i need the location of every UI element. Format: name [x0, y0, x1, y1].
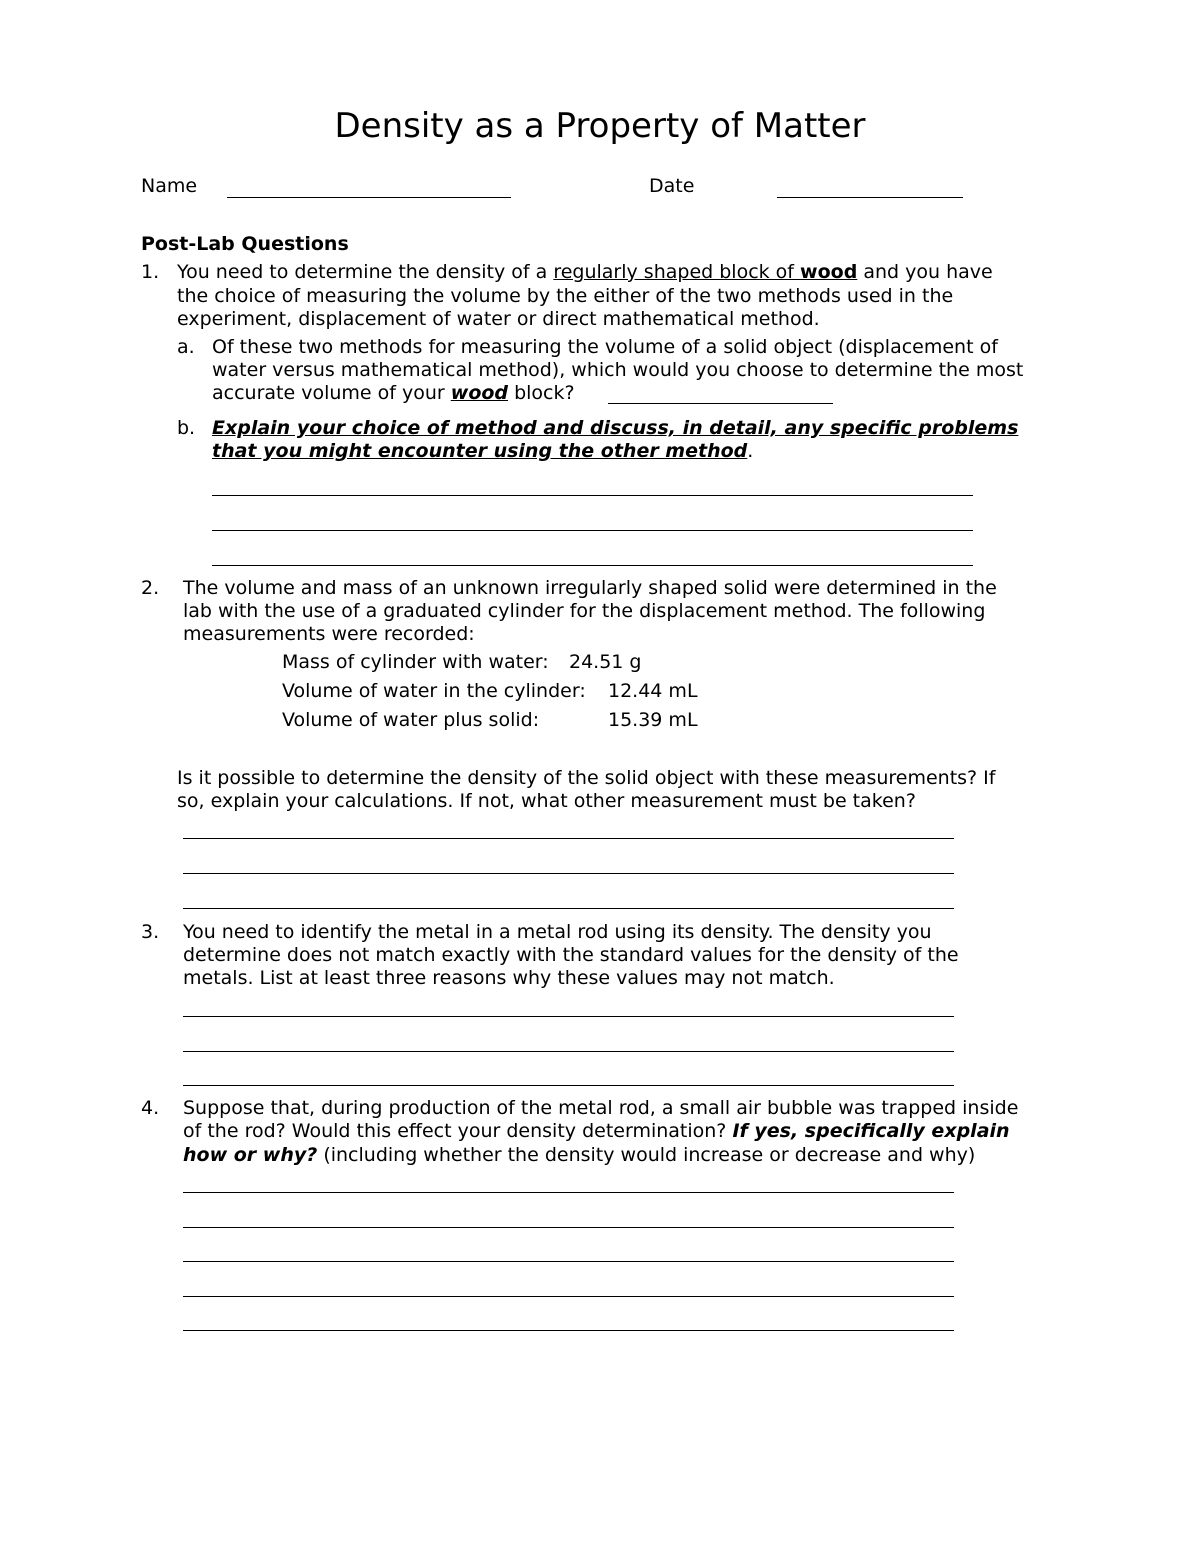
measurement-value: 24.51 g — [569, 651, 642, 673]
q1a-line3 — [212, 382, 575, 405]
q1-line2: the choice of measuring the volume by the either of the two methods used in the — [177, 285, 954, 307]
date-field[interactable] — [777, 197, 963, 198]
q4-number: 4. — [141, 1097, 160, 1119]
q1a-text-post: block? — [508, 382, 575, 404]
q4-line2 — [183, 1120, 1010, 1143]
q4-line1: Suppose that, during production of the metal rod, a small air bubble was trapped inside — [183, 1097, 1019, 1119]
q3-answer-line[interactable] — [183, 1085, 954, 1086]
measurement-value: 12.44 mL — [608, 680, 698, 702]
q4-emphasis: how or why? — [183, 1144, 318, 1166]
page-title: Density as a Property of Matter — [334, 106, 866, 146]
q1a-line2: water versus mathematical method), which would you choose to determine the most — [212, 359, 1024, 381]
q1b-label: b. — [177, 417, 196, 439]
q2-answer-line[interactable] — [183, 873, 954, 874]
q3-line1: You need to identify the metal in a metal rod using its density. The density you — [183, 921, 932, 943]
q4-answer-line[interactable] — [183, 1330, 954, 1331]
q4-answer-line[interactable] — [183, 1192, 954, 1193]
q3-answer-line[interactable] — [183, 1051, 954, 1052]
q1a-line1: Of these two methods for measuring the volume of a solid object (displacement of — [212, 336, 998, 358]
q1-underlined-text: regularly shaped block of — [553, 261, 801, 283]
q1-line3: experiment, displacement of water or direct mathematical method. — [177, 308, 820, 330]
q1b-line1: Explain your choice of method and discuss, in detail, any specific problems — [212, 417, 1019, 439]
q2-line1: The volume and mass of an unknown irregularly shaped solid were determined in the — [183, 577, 997, 599]
q4-text-post: (including whether the density would increase or decrease and why) — [317, 1144, 976, 1166]
q1b-answer-line[interactable] — [212, 565, 973, 566]
q3-answer-line[interactable] — [183, 1016, 954, 1017]
q1a-text: accurate volume of your — [212, 382, 451, 404]
q2-line3: measurements were recorded: — [183, 623, 475, 645]
q1-text: You need to determine the density of a — [177, 261, 554, 283]
q2-question-line2: so, explain your calculations. If not, what other measurement must be taken? — [177, 790, 916, 812]
measurement-label: Volume of water in the cylinder: — [282, 680, 586, 702]
q1a-answer-field[interactable] — [608, 403, 833, 404]
q2-answer-line[interactable] — [183, 838, 954, 839]
date-label: Date — [649, 175, 695, 197]
measurement-label: Volume of water plus solid: — [282, 709, 540, 731]
q1a-wood: wood — [450, 382, 509, 404]
q3-line3: metals. List at least three reasons why these values may not match. — [183, 967, 835, 989]
q4-emphasis: If yes, specifically explain — [732, 1120, 1010, 1142]
name-label: Name — [141, 175, 198, 197]
measurement-value: 15.39 mL — [608, 709, 698, 731]
q1-number: 1. — [141, 261, 160, 283]
section-heading: Post-Lab Questions — [141, 233, 349, 255]
q1-text-post: and you have — [857, 261, 993, 283]
q4-text: of the rod? Would this effect your density determination? — [183, 1120, 733, 1142]
q2-line2: lab with the use of a graduated cylinder for the displacement method. The following — [183, 600, 986, 622]
q2-question-line1: Is it possible to determine the density of the solid object with these measurements? If — [177, 767, 996, 789]
q1a-label: a. — [177, 336, 195, 358]
q2-answer-line[interactable] — [183, 908, 954, 909]
q1b-line2 — [212, 440, 753, 463]
q4-answer-line[interactable] — [183, 1261, 954, 1262]
q1-wood: wood — [800, 261, 858, 283]
q4-answer-line[interactable] — [183, 1296, 954, 1297]
q1b-text: that you might encounter using the other method — [212, 440, 748, 462]
q1b-answer-line[interactable] — [212, 530, 973, 531]
q4-line3 — [183, 1144, 975, 1167]
q2-number: 2. — [141, 577, 160, 599]
q3-number: 3. — [141, 921, 160, 943]
q1-line1 — [177, 261, 993, 284]
q1b-period: . — [747, 440, 754, 462]
q4-answer-line[interactable] — [183, 1227, 954, 1228]
q1b-answer-line[interactable] — [212, 495, 973, 496]
name-field[interactable] — [227, 197, 511, 198]
q3-line2: determine does not match exactly with the standard values for the density of the — [183, 944, 959, 966]
measurement-label: Mass of cylinder with water: — [282, 651, 549, 673]
